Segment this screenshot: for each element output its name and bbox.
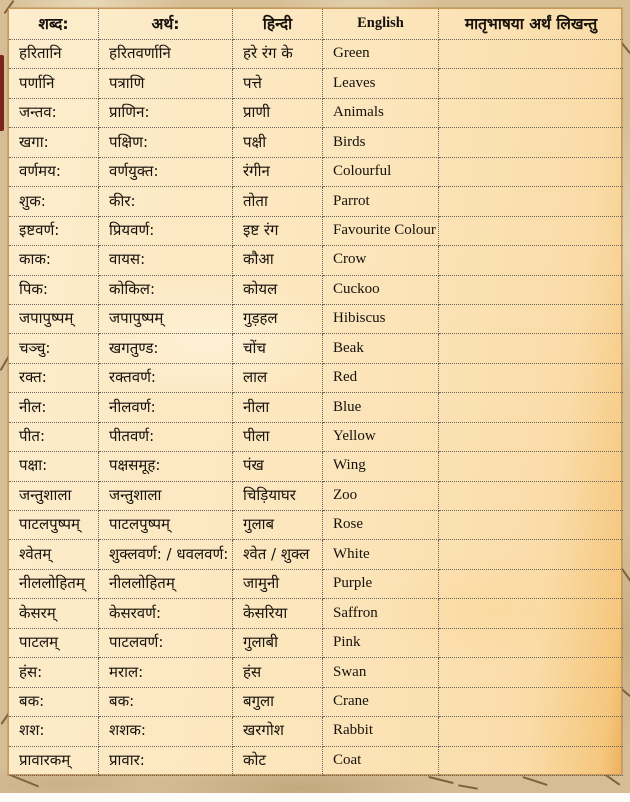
cell-word: पक्षा: xyxy=(9,452,99,481)
cell-mother-tongue-blank xyxy=(439,658,623,687)
tear-mark xyxy=(11,774,40,787)
cell-mother-tongue-blank xyxy=(439,540,623,569)
table-body xyxy=(9,40,621,776)
header-mother-tongue: मातृभाषया अर्थं लिखन्तु xyxy=(439,9,623,40)
cell-hindi: रंगीन xyxy=(233,158,323,187)
cell-hindi: गुलाबी xyxy=(233,629,323,658)
table-row xyxy=(9,393,621,422)
page-bottom-edge xyxy=(0,793,630,802)
table-row xyxy=(9,99,621,128)
cell-mother-tongue-blank xyxy=(439,717,623,746)
cell-english: Yellow xyxy=(323,423,439,452)
cell-meaning: पक्षिण: xyxy=(99,128,233,157)
table-row xyxy=(9,128,621,157)
cell-word: वर्णमय: xyxy=(9,158,99,187)
cell-mother-tongue-blank xyxy=(439,393,623,422)
header-meaning: अर्थ: xyxy=(99,9,233,40)
cell-english: Colourful xyxy=(323,158,439,187)
cell-mother-tongue-blank xyxy=(439,334,623,363)
cell-hindi: कोयल xyxy=(233,276,323,305)
cell-mother-tongue-blank xyxy=(439,99,623,128)
cell-hindi: इष्ट रंग xyxy=(233,217,323,246)
table-row xyxy=(9,540,621,569)
table-row xyxy=(9,69,621,98)
cell-meaning: कीर: xyxy=(99,187,233,216)
table-row xyxy=(9,364,621,393)
cell-mother-tongue-blank xyxy=(439,276,623,305)
cell-word: जन्तव: xyxy=(9,99,99,128)
cell-word: पाटलपुष्पम् xyxy=(9,511,99,540)
table-row xyxy=(9,511,621,540)
cell-word: श्वेतम् xyxy=(9,540,99,569)
table-row xyxy=(9,158,621,187)
cell-english: Red xyxy=(323,364,439,393)
cell-english: Beak xyxy=(323,334,439,363)
cell-hindi: पक्षी xyxy=(233,128,323,157)
table-row xyxy=(9,570,621,599)
cell-hindi: चिड़ियाघर xyxy=(233,482,323,511)
cell-meaning: केसरवर्ण: xyxy=(99,599,233,628)
cell-word: चञ्चु: xyxy=(9,334,99,363)
cell-mother-tongue-blank xyxy=(439,747,623,776)
cell-word: काक: xyxy=(9,246,99,275)
vocabulary-table xyxy=(8,8,622,775)
cell-hindi: पंख xyxy=(233,452,323,481)
cell-hindi: तोता xyxy=(233,187,323,216)
cell-hindi: प्राणी xyxy=(233,99,323,128)
cell-english: Cuckoo xyxy=(323,276,439,305)
cell-english: Parrot xyxy=(323,187,439,216)
cell-hindi: कौआ xyxy=(233,246,323,275)
cell-english: Rose xyxy=(323,511,439,540)
cell-meaning: पीतवर्ण: xyxy=(99,423,233,452)
cell-meaning: खगतुण्ड: xyxy=(99,334,233,363)
cell-english: Animals xyxy=(323,99,439,128)
cell-word: पीत: xyxy=(9,423,99,452)
cell-mother-tongue-blank xyxy=(439,128,623,157)
cell-mother-tongue-blank xyxy=(439,599,623,628)
cell-word: पिक: xyxy=(9,276,99,305)
cell-english: Purple xyxy=(323,570,439,599)
cell-mother-tongue-blank xyxy=(439,452,623,481)
cell-hindi: पत्ते xyxy=(233,69,323,98)
cell-english: Saffron xyxy=(323,599,439,628)
cell-english: Green xyxy=(323,40,439,69)
cell-word: हरितानि xyxy=(9,40,99,69)
cell-word: शश: xyxy=(9,717,99,746)
cell-mother-tongue-blank xyxy=(439,629,623,658)
cell-hindi: हंस xyxy=(233,658,323,687)
cell-english: Rabbit xyxy=(323,717,439,746)
cell-word: पर्णानि xyxy=(9,69,99,98)
cell-english: White xyxy=(323,540,439,569)
header-word: शब्द: xyxy=(9,9,99,40)
cell-meaning: मराल: xyxy=(99,658,233,687)
cell-mother-tongue-blank xyxy=(439,570,623,599)
cell-meaning: जन्तुशाला xyxy=(99,482,233,511)
table-row xyxy=(9,599,621,628)
cell-mother-tongue-blank xyxy=(439,187,623,216)
cell-word: रक्त: xyxy=(9,364,99,393)
cell-word: बक: xyxy=(9,688,99,717)
cell-meaning: प्रियवर्ण: xyxy=(99,217,233,246)
cell-english: Crane xyxy=(323,688,439,717)
table-row xyxy=(9,40,621,69)
table-row xyxy=(9,217,621,246)
table-row xyxy=(9,305,621,334)
table-header-row xyxy=(9,9,621,40)
tear-mark xyxy=(458,784,478,789)
cell-meaning: पत्राणि xyxy=(99,69,233,98)
cell-word: खगा: xyxy=(9,128,99,157)
cell-meaning: जपापुष्पम् xyxy=(99,305,233,334)
cell-hindi: लाल xyxy=(233,364,323,393)
cell-meaning: वर्णयुक्त: xyxy=(99,158,233,187)
cell-mother-tongue-blank xyxy=(439,688,623,717)
cell-english: Blue xyxy=(323,393,439,422)
table-row xyxy=(9,747,621,776)
cell-english: Pink xyxy=(323,629,439,658)
table-row xyxy=(9,629,621,658)
cell-mother-tongue-blank xyxy=(439,305,623,334)
cell-hindi: चोंच xyxy=(233,334,323,363)
tear-mark xyxy=(428,776,454,784)
cell-meaning: हरितवर्णानि xyxy=(99,40,233,69)
cell-meaning: शशक: xyxy=(99,717,233,746)
cell-hindi: जामुनी xyxy=(233,570,323,599)
cell-english: Coat xyxy=(323,747,439,776)
cell-word: नील: xyxy=(9,393,99,422)
cell-meaning: पक्षसमूह: xyxy=(99,452,233,481)
header-english: English xyxy=(323,9,439,40)
cell-hindi: गुड़हल xyxy=(233,305,323,334)
cell-word: हंस: xyxy=(9,658,99,687)
table-row xyxy=(9,658,621,687)
cell-meaning: कोकिल: xyxy=(99,276,233,305)
table-row xyxy=(9,246,621,275)
table-row xyxy=(9,688,621,717)
table-row xyxy=(9,452,621,481)
cell-hindi: केसरिया xyxy=(233,599,323,628)
tear-mark xyxy=(522,776,547,786)
table-row xyxy=(9,187,621,216)
cell-mother-tongue-blank xyxy=(439,364,623,393)
cell-meaning: रक्तवर्ण: xyxy=(99,364,233,393)
cell-word: पाटलम् xyxy=(9,629,99,658)
cell-hindi: पीला xyxy=(233,423,323,452)
cell-english: Crow xyxy=(323,246,439,275)
cell-hindi: श्वेत / शुक्ल xyxy=(233,540,323,569)
cell-mother-tongue-blank xyxy=(439,511,623,540)
cell-english: Favourite Colour xyxy=(323,217,439,246)
cell-mother-tongue-blank xyxy=(439,40,623,69)
page-edge-sliver xyxy=(0,55,4,131)
cell-meaning: बक: xyxy=(99,688,233,717)
table-row xyxy=(9,423,621,452)
cell-meaning: पाटलवर्ण: xyxy=(99,629,233,658)
table-row xyxy=(9,717,621,746)
cell-mother-tongue-blank xyxy=(439,423,623,452)
cell-hindi: हरे रंग के xyxy=(233,40,323,69)
cell-english: Wing xyxy=(323,452,439,481)
cell-word: प्रावारकम् xyxy=(9,747,99,776)
cell-meaning: नीलवर्ण: xyxy=(99,393,233,422)
cell-meaning: पाटलपुष्पम् xyxy=(99,511,233,540)
cell-meaning: नीललोहितम् xyxy=(99,570,233,599)
cell-english: Zoo xyxy=(323,482,439,511)
cell-mother-tongue-blank xyxy=(439,69,623,98)
cell-hindi: नीला xyxy=(233,393,323,422)
table-row xyxy=(9,276,621,305)
cell-english: Hibiscus xyxy=(323,305,439,334)
cell-english: Swan xyxy=(323,658,439,687)
cell-mother-tongue-blank xyxy=(439,482,623,511)
cell-mother-tongue-blank xyxy=(439,158,623,187)
cell-hindi: खरगोश xyxy=(233,717,323,746)
cell-meaning: प्राणिन: xyxy=(99,99,233,128)
cell-word: केसरम् xyxy=(9,599,99,628)
cell-english: Birds xyxy=(323,128,439,157)
cell-meaning: प्रावार: xyxy=(99,747,233,776)
cell-english: Leaves xyxy=(323,69,439,98)
cell-meaning: शुक्लवर्ण: / धवलवर्ण: xyxy=(99,540,233,569)
cell-hindi: गुलाब xyxy=(233,511,323,540)
header-hindi: हिन्दी xyxy=(233,9,323,40)
cell-word: शुक: xyxy=(9,187,99,216)
cell-word: जपापुष्पम् xyxy=(9,305,99,334)
cell-hindi: बगुला xyxy=(233,688,323,717)
table-row xyxy=(9,482,621,511)
table-row xyxy=(9,334,621,363)
cell-mother-tongue-blank xyxy=(439,246,623,275)
cell-word: नीललोहितम् xyxy=(9,570,99,599)
cell-word: जन्तुशाला xyxy=(9,482,99,511)
cell-hindi: कोट xyxy=(233,747,323,776)
cell-meaning: वायस: xyxy=(99,246,233,275)
cell-word: इष्टवर्ण: xyxy=(9,217,99,246)
cell-mother-tongue-blank xyxy=(439,217,623,246)
